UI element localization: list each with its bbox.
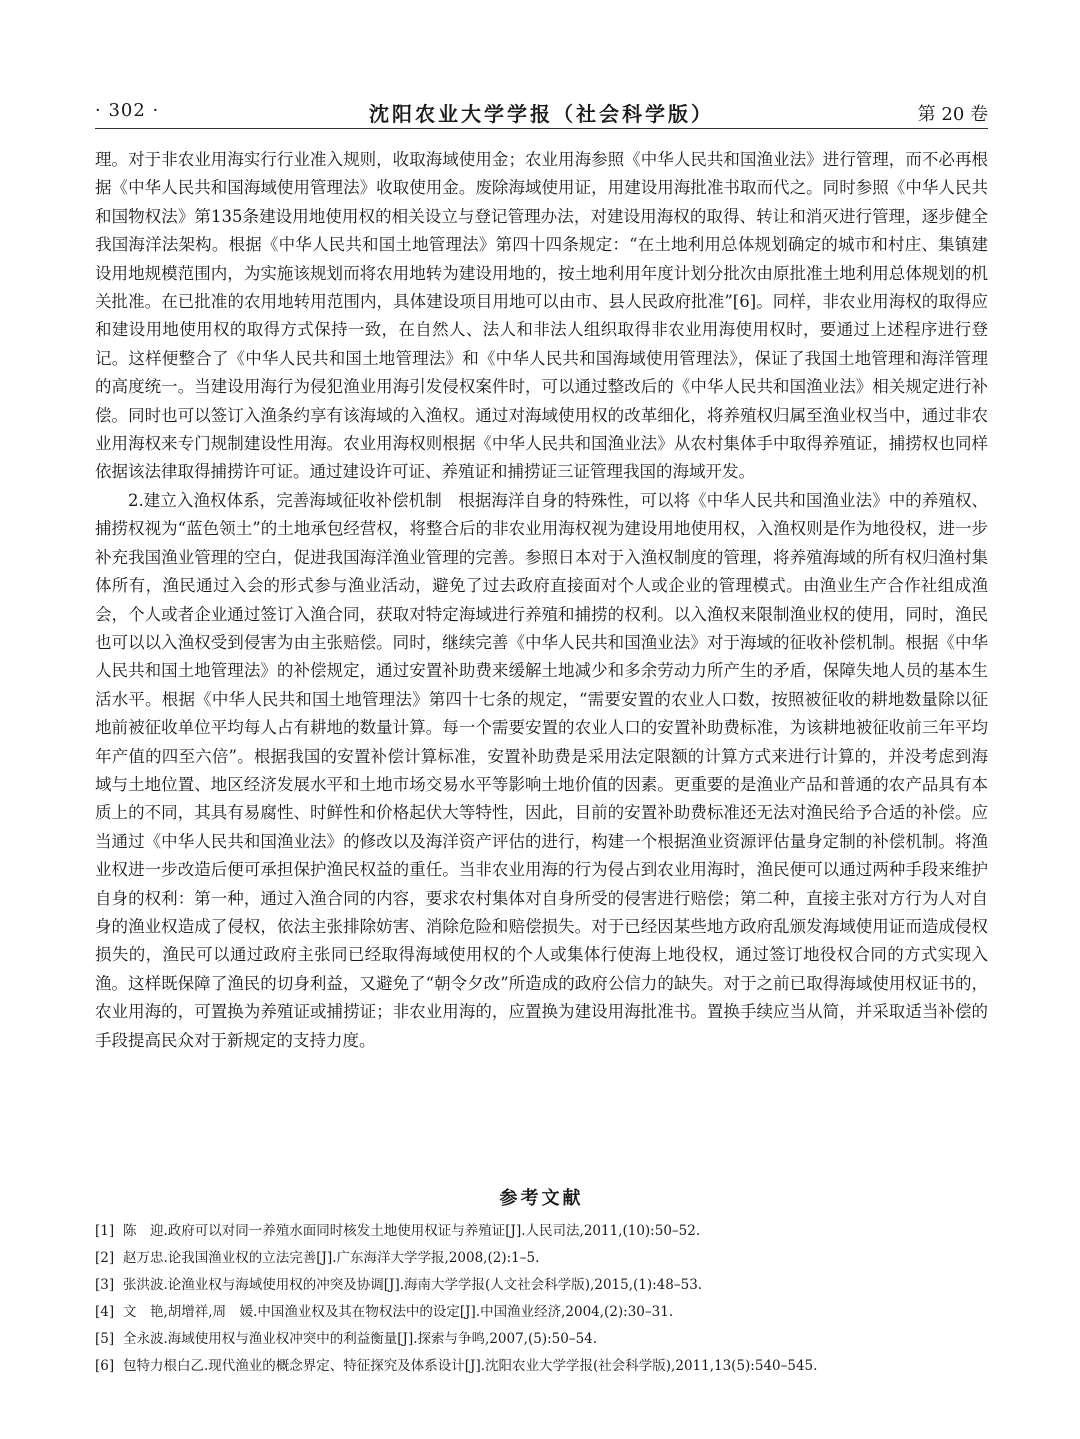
reference-number: [5] xyxy=(95,1331,115,1347)
reference-text: 陈 迎.政府可以对同一养殖水面同时核发土地使用权证与养殖证[J].人民司法,2011,(10):50–52. xyxy=(123,1223,701,1239)
reference-item xyxy=(95,1245,988,1272)
reference-text: 张洪波.论渔业权与海域使用权的冲突及协调[J].海南大学学报(人文社会科学版),2015,(1):48–53. xyxy=(123,1277,703,1293)
article-body xyxy=(95,146,988,1055)
reference-item xyxy=(95,1326,988,1353)
running-header xyxy=(95,94,988,129)
reference-item xyxy=(95,1272,988,1299)
page-number: · 302 · xyxy=(95,100,160,121)
reference-text: 赵万忠.论我国渔业权的立法完善[J].广东海洋大学学报,2008,(2):1–5. xyxy=(123,1250,540,1266)
reference-item xyxy=(95,1353,988,1380)
reference-number: [4] xyxy=(95,1304,115,1320)
paragraph-section-2: 2.建立入渔权体系，完善海域征收补偿机制 根据海洋自身的特殊性，可以将《中华人民共和国渔业法》中的养殖权、捕捞权视为“蓝色领土”的土地承包经营权，将整合后的非农业用海权视为建设用地使用权，入渔权则是作为地役权，进一步补充我国渔业管理的空白，促进我国海洋渔业管理的完善。参照日本对于入渔权制度的管理，将养殖海域的所有权归渔村集体所有，渔民通过入会的形式参与渔业活动，避免了过去政府直接面对个人或企业的管理模式。由渔业生产合作社组成渔会，个人或者企业通过签订入渔合同，获取对特定海域进行养殖和捕捞的权利。以入渔权来限制渔业权的使用，同时，渔民也可以以入渔权受到侵害为由主张赔偿。同时，继续完善《中华人民共和国渔业法》对于海域的征收补偿机制。根据《中华人民共和国土地管理法》的补偿规定，通过安置补助费来缓解土地减少和多余劳动力所产生的矛盾，保障失地人员的基本生活水平。根据《中华人民共和国土地管理法》第四十七条的规定，“需要安置的农业人口数，按照被征收的耕地数量除以征地前被征收单位平均每人占有耕地的数量计算。每一个需要安置的农业人口的安置补助费标准，为该耕地被征收前三年平均年产值的四至六倍”。根据我国的安置补偿计算标准，安置补助费是采用法定限额的计算方式来进行计算的，并没考虑到海域与土地位置、地区经济发展水平和土地市场交易水平等影响土地价值的因素。更重要的是渔业产品和普通的农产品具有本质上的不同，其具有易腐性、时鲜性和价格起伏大等特性，因此，目前的安置补助费标准还无法对渔民给予合适的补偿。应当通过《中华人民共和国渔业法》的修改以及海洋资产评估的进行，构建一个根据渔业资源评估量身定制的补偿机制。将渔业权进一步改造后便可承担保护渔民权益的重任。当非农业用海的行为侵占到农业用海时，渔民便可以通过两种手段来维护自身的权利：第一种，通过入渔合同的内容，要求农村集体对自身所受的侵害进行赔偿；第二种，直接主张对方行为人对自身的渔业权造成了侵权，依法主张排除妨害、消除危险和赔偿损失。对于已经因某些地方政府乱颁发海域使用证而造成侵权损失的，渔民可以通过政府主张同已经取得海域使用权的个人或集体行使海上地役权，通过签订地役权合同的方式实现入渔。这样既保障了渔民的切身利益，又避免了“朝令夕改”所造成的政府公信力的缺失。对于之前已取得海域使用权证书的，农业用海的，可置换为养殖证或捕捞证；非农业用海的，应置换为建设用海批准书。置换手续应当从简，并采取适当补偿的手段提高民众对于新规定的支持力度。 xyxy=(95,490,988,1050)
reference-number: [2] xyxy=(95,1250,115,1266)
reference-number: [3] xyxy=(95,1277,115,1293)
journal-title: 沈阳农业大学学报（社会科学版） xyxy=(369,102,714,126)
reference-item xyxy=(95,1218,988,1245)
references-title: 参考文献 xyxy=(499,1188,584,1209)
reference-text: 文 艳,胡增祥,周 媛.中国渔业权及其在物权法中的设定[J].中国渔业经济,2004,(2):30–31. xyxy=(123,1304,674,1320)
reference-list xyxy=(95,1218,988,1380)
reference-number: [6] xyxy=(95,1358,115,1374)
volume-label: 第 20 卷 xyxy=(917,104,988,125)
paragraph-continued: 理。对于非农业用海实行行业准入规则，收取海域使用金；农业用海参照《中华人民共和国渔业法》进行管理，而不必再根据《中华人民共和国海域使用管理法》收取使用金。废除海域使用证，用建设用海批准书取而代之。同时参照《中华人民共和国物权法》第135条建设用地使用权的相关设立与登记管理办法，对建设用海权的取得、转让和消灭进行管理，逐步健全我国海洋法架构。根据《中华人民共和国土地管理法》第四十四条规定：“在土地利用总体规划确定的城市和村庄、集镇建设用地规模范围内，为实施该规划而将农用地转为建设用地的，按土地利用年度计划分批次由原批准土地利用总体规划的机关批准。在已批准的农用地转用范围内，具体建设项目用地可以由市、县人民政府批准”[6]。同样，非农业用海权的取得应和建设用地使用权的取得方式保持一致，在自然人、法人和非法人组织取得非农业用海使用权时，要通过上述程序进行登记。这样便整合了《中华人民共和国土地管理法》和《中华人民共和国海域使用管理法》，保证了我国土地管理和海洋管理的高度统一。当建设用海行为侵犯渔业用海引发侵权案件时，可以通过整改后的《中华人民共和国渔业法》相关规定进行补偿。同时也可以签订入渔条约享有该海域的入渔权。通过对海域使用权的改革细化，将养殖权归属至渔业权当中，通过非农业用海权来专门规制建设性用海。农业用海权则根据《中华人民共和国渔业法》从农村集体手中取得养殖证，捕捞权也同样依据该法律取得捕捞许可证。通过建设许可证、养殖证和捕捞证三证管理我国的海域开发。 xyxy=(95,150,988,482)
reference-text: 包特力根白乙.现代渔业的概念界定、特征探究及体系设计[J].沈阳农业大学学报(社会科学版),2011,13(5):540–545. xyxy=(123,1358,818,1374)
reference-text: 全永波.海域使用权与渔业权冲突中的利益衡量[J].探索与争鸣,2007,(5):50–54. xyxy=(123,1331,598,1347)
reference-number: [1] xyxy=(95,1223,115,1239)
reference-item xyxy=(95,1299,988,1326)
